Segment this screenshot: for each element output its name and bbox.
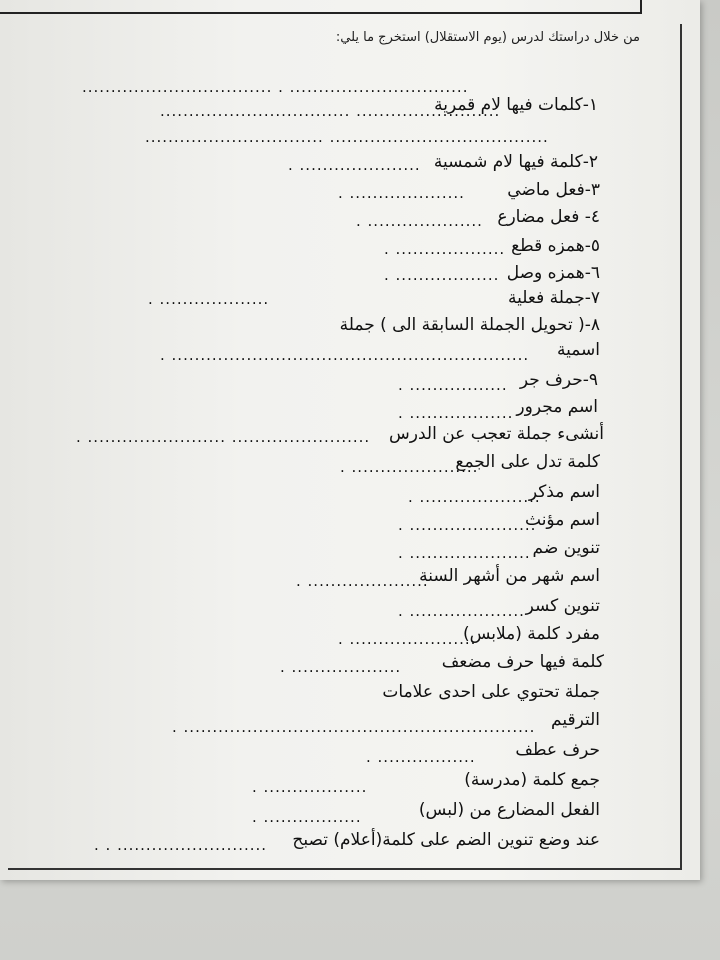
top-border-tick [640, 0, 642, 14]
answer-dots-majrur: . .................. [398, 404, 514, 422]
punctuation-sentence-label: جملة تحتوي على احدى علامات [382, 682, 600, 702]
tanween-damm-label: تنوين ضم [532, 538, 600, 558]
answer-dots-1b: ................................. ......................... [160, 102, 501, 120]
answer-dots-3: . .................... [338, 184, 465, 202]
answer-dots-plural: . ...................... [340, 458, 479, 476]
question-6-label: ٦-همزه وصل [506, 263, 600, 283]
answer-dots-exclamation: . ........................ ........................ [76, 428, 371, 446]
question-4-label: ٤- فعل مضارع [497, 207, 600, 227]
question-9-label: ٩-حرف جر [519, 370, 598, 390]
plural-of-school-label: جمع كلمة (مدرسة) [464, 770, 600, 790]
answer-dots-9: . ................. [398, 376, 508, 394]
answer-dots-6: . .................. [384, 266, 500, 284]
answer-dots-1a: ................................. . ............................... [82, 78, 469, 96]
feminine-noun-label: اسم مؤنث [525, 510, 600, 530]
answer-dots-tanween-damm: . ..................... [398, 544, 531, 562]
answer-dots-shadda: . ................... [280, 658, 402, 676]
question-8-label: ٨-( تحويل الجملة السابقة الى ) جملة [339, 315, 600, 335]
answer-dots-1c: ............................... ...................................... [145, 128, 549, 146]
tanween-aalam-label: عند وضع تنوين الضم على كلمة(أعلام) تصبح [292, 830, 600, 850]
question-1-label: ١-كلمات فيها لام قمرية [434, 95, 598, 115]
question-5-label: ٥-همزه قطع [511, 236, 600, 256]
tanween-kasr-label: تنوين كسر [525, 596, 600, 616]
question-8-continued-label: اسمية [556, 340, 600, 360]
answer-dots-singular: . ...................... [338, 630, 477, 648]
masculine-noun-label: اسم مذكر [528, 482, 600, 502]
answer-dots-present-verb: . ................. [252, 808, 362, 826]
exclamation-sentence-label: أنشىء جملة تعجب عن الدرس [389, 424, 604, 444]
question-2-label: ٢-كلمة فيها لام شمسية [433, 152, 598, 172]
answer-dots-punctuation: . ............................................................. [172, 718, 536, 736]
singular-of-clothes-label: مفرد كلمة (ملابس) [462, 624, 600, 644]
answer-dots-tanween-kasr: . .................... [398, 602, 525, 620]
answer-dots-month: . ..................... [296, 572, 429, 590]
question-7-label: ٧-جملة فعلية [508, 288, 600, 308]
top-border-line [0, 12, 640, 14]
month-name-label: اسم شهر من أشهر السنة [419, 566, 600, 586]
question-3-label: ٣-فعل ماضي [507, 180, 600, 200]
plural-word-label: كلمة تدل على الجمع [455, 452, 600, 472]
present-verb-label: الفعل المضارع من (لبس) [418, 800, 600, 820]
answer-dots-8: . .............................................................. [160, 346, 530, 364]
worksheet-instruction: من خلال دراستك لدرس (يوم الاستقلال) استخرج ما يلي: [335, 30, 640, 45]
answer-dots-tanween-aalam: . . .......................... [94, 836, 268, 854]
shadda-letter-word-label: كلمة فيها حرف مضعف [441, 652, 604, 672]
answer-dots-2: . ..................... [288, 156, 421, 174]
answer-dots-feminine: . ...................... [398, 516, 537, 534]
majrur-noun-label: اسم مجرور [516, 397, 598, 417]
answer-dots-7: . ................... [148, 290, 270, 308]
punctuation-continued-label: الترقيم [551, 710, 600, 730]
answer-dots-masculine: . ..................... [408, 488, 541, 506]
answer-dots-5: . ................... [384, 240, 506, 258]
answer-dots-4: . .................... [356, 212, 483, 230]
answer-dots-plural-school: . .................. [252, 778, 368, 796]
answer-dots-conjunction: . ................. [366, 748, 476, 766]
conjunction-letter-label: حرف عطف [515, 740, 600, 760]
